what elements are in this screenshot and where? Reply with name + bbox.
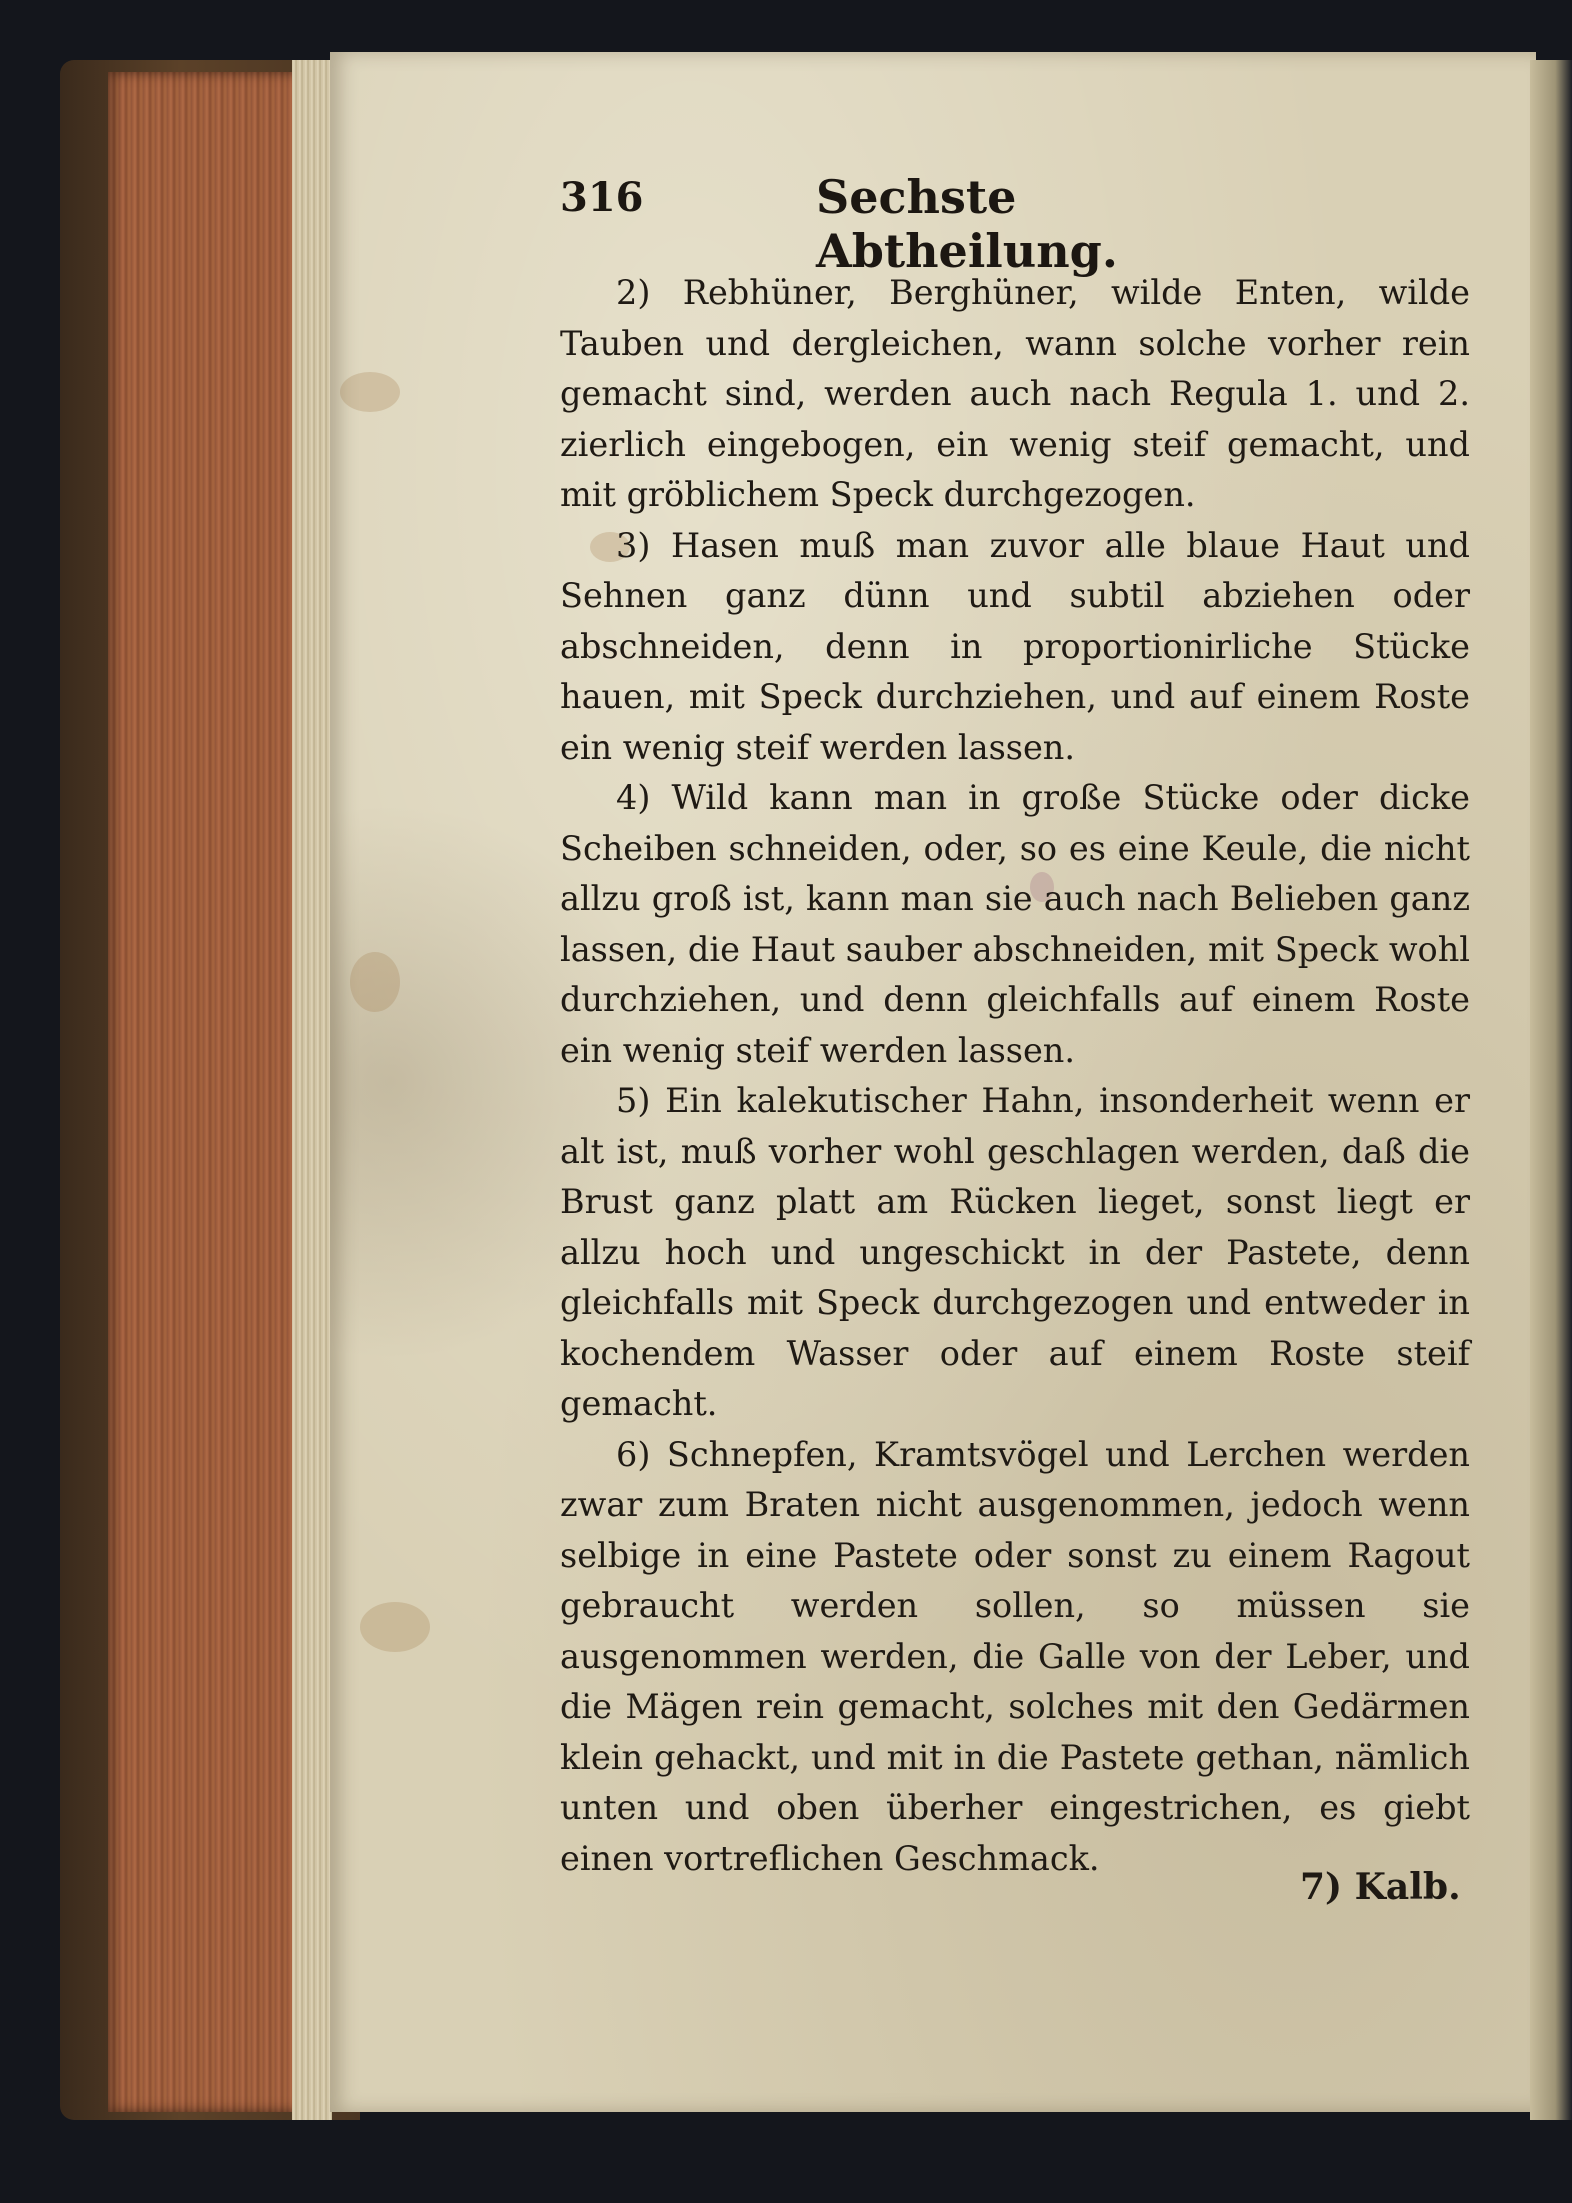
foxing-stain [360,1602,430,1652]
page-body [560,268,1470,1884]
page-edges-inner [292,60,332,2120]
catchword: 7) Kalb. [1300,1866,1461,1908]
page-number: 316 [560,174,644,221]
paragraph: 6) Schnepfen, Kramtsvögel und Lerchen werden zwar zum Braten nicht ausgenommen, jedoch wenn selbige in eine Pastete oder sonst zu einem Ragout gebraucht werden sollen, so müssen sie ausgenommen werden, die Galle von der Leber, und die Mägen rein gemacht, solches mit den Gedärmen klein gehackt, und mit in die Pastete gethan, nämlich unten und oben überher eingestrichen, es giebt einen vortreflichen Geschmack. [560,1434,1470,1878]
foxing-stain [340,372,400,412]
page-right-edge [1530,60,1572,2120]
foxing-stain [350,952,400,1012]
paragraph: 2) Rebhüner, Berghüner, wilde Enten, wilde Tauben und dergleichen, wann solche vorher rein gemacht sind, werden auch nach Regula 1. und 2. zierlich eingebogen, ein wenig steif gemacht, und mit gröblichem Speck durchgezogen. [560,273,1470,514]
running-title: Sechste Abtheilung. [816,170,1118,278]
paragraph: 3) Hasen muß man zuvor alle blaue Haut und Sehnen ganz dünn und subtil abziehen oder abschneiden, denn in proportionirliche Stücke hauen, mit Speck durchziehen, und auf einem Roste ein wenig steif werden lassen. [560,525,1470,767]
paragraph: 4) Wild kann man in große Stücke oder dicke Scheiben schneiden, oder, so es eine Keule, die nicht allzu groß ist, kann man sie auch nach Belieben ganz lassen, die Haut sauber abschneiden, mit Speck wohl durchziehen, und denn gleichfalls auf einem Roste ein wenig steif werden lassen. [560,778,1470,1070]
page-header [560,168,1280,278]
paragraph: 5) Ein kalekutischer Hahn, insonderheit wenn er alt ist, muß vorher wohl geschlagen werden, daß die Brust ganz platt am Rücken lieget, sonst liegt er allzu hoch und ungeschickt in der Pastete, denn gleichfalls mit Speck durchgezogen und entweder in kochendem Wasser oder auf einem Roste steif gemacht. [560,1081,1470,1423]
